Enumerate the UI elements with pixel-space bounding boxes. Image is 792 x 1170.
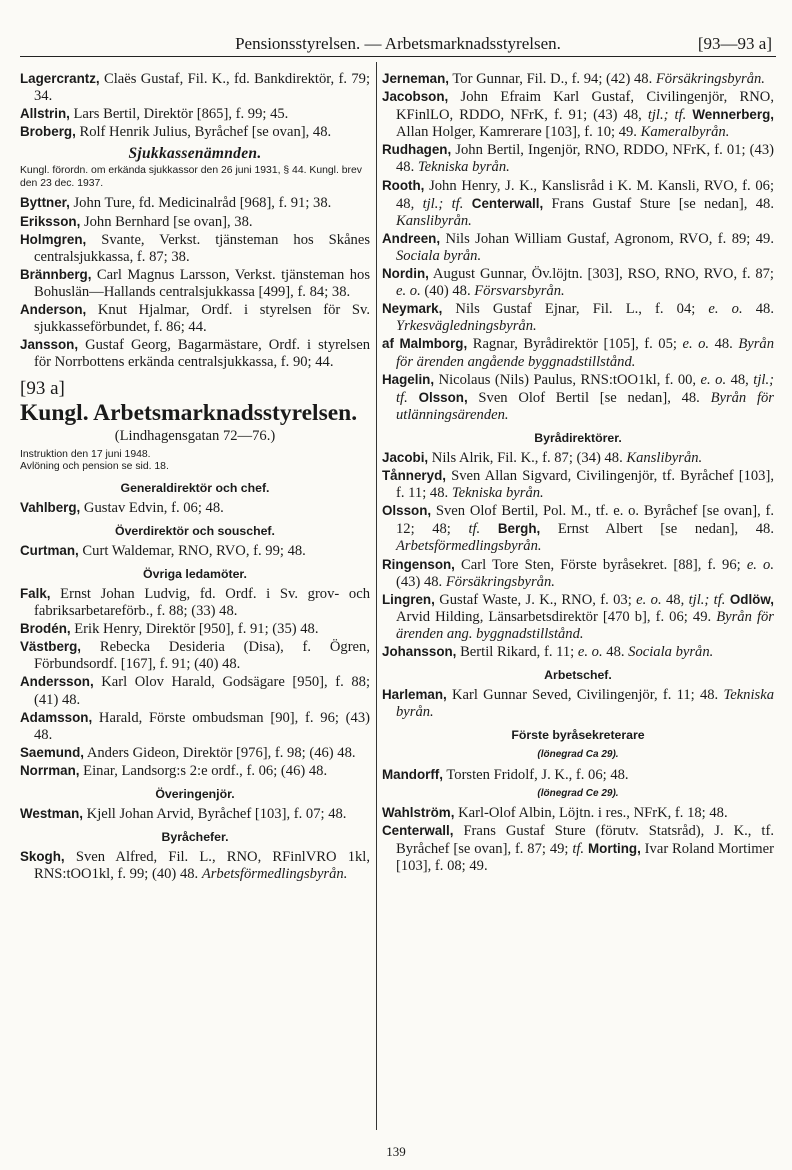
subheading: Byrådirektörer. xyxy=(534,430,622,445)
entry: Curtman, Curt Waldemar, RNO, RVO, f. 99; 48. xyxy=(20,542,306,559)
entry: Olsson, Sven Olof Bertil, Pol. M., tf. e. o. Byråchef [se ovan], f. 12; 48; tf. Bergh, Ernst Albert [se nedan], 48. Arbetsförmedlingsbyrån. xyxy=(382,503,775,555)
statute-note: Kungl. förordn. om erkända sjukkassor den 26 juni 1931, § 44. Kungl. brev den 23 dec. 1937. xyxy=(20,165,362,189)
subheading: Överingenjör. xyxy=(155,787,235,801)
entry: Andersson, Karl Olov Harald, Godsägare [950], f. 88; (41) 48. xyxy=(20,674,370,708)
subheading: Byråchefer. xyxy=(161,830,229,845)
entry: Centerwall, Frans Gustaf Sture (förutv. Statsråd), J. K., tf. Byråchef [se ovan], f. 87; 49; tf. Morting, Ivar Roland Mortimer [103], f. 08; 49. xyxy=(382,822,774,875)
entry: Wahlström, Karl-Olof Albin, Löjtn. i res., NFrK, f. 18; 48. xyxy=(382,804,728,821)
entry: Jacobson, John Efraim Karl Gustaf, Civilingenjör, RNO, KFinlLO, RDDO, NFrK, f. 91; (43) 48, tjl.; tf. Wennerberg, Allan Holger, Kamrerare [103], f. 10; 49. Kameralbyrån. xyxy=(382,89,774,141)
entry: Allstrin, Lars Bertil, Direktör [865], f. 99; 45. xyxy=(20,106,289,123)
salary-grade: (lönegrad Ca 29). xyxy=(537,749,619,761)
entry: Jerneman, Tor Gunnar, Fil. D., f. 94; (42) 48. Försäkringsbyrån. xyxy=(382,71,765,87)
page-header xyxy=(20,32,776,57)
right-column xyxy=(382,70,774,875)
entry: Tånneryd, Sven Allan Sigvard, Civilingenjör, tf. Byråchef [103], f. 11; 48. Tekniska byrån. xyxy=(382,468,774,502)
header-title: Pensionsstyrelsen. — Arbetsmarknadsstyrelsen. xyxy=(235,34,561,53)
section-number: [93 a] xyxy=(20,378,65,400)
entry: Harleman, Karl Gunnar Seved, Civilingenjör, f. 11; 48. Tekniska byrån. xyxy=(382,687,774,721)
entry: Jansson, Gustaf Georg, Bagarmästare, Ordf. i styrelsen för Norrbottens erkända centralsjukkassa, f. 90; 44. xyxy=(20,337,370,371)
entry: Byttner, John Ture, fd. Medicinalråd [968], f. 91; 38. xyxy=(20,195,332,212)
entry: Johansson, Bertil Rikard, f. 11; e. o. 48. Sociala byrån. xyxy=(382,644,714,660)
entry: Rudhagen, John Bertil, Ingenjör, RNO, RDDO, NFrK, f. 01; (43) 48. Tekniska byrån. xyxy=(382,142,774,176)
entry: Andreen, Nils Johan William Gustaf, Agronom, RVO, f. 89; 49. Sociala byrån. xyxy=(382,230,774,264)
subheading: Generaldirektör och chef. xyxy=(120,480,270,495)
section-address: (Lindhagensgatan 72—76.) xyxy=(114,428,276,445)
entry: Adamsson, Harald, Förste ombudsman [90], f. 96; (43) 48. xyxy=(20,709,370,743)
header-section-code: [93—93 a] xyxy=(697,34,772,53)
entry: Brodén, Erik Henry, Direktör [950], f. 91; (35) 48. xyxy=(20,621,319,638)
entry: Hagelin, Nicolaus (Nils) Paulus, RNS:tOO1kl, f. 00, e. o. 48, tjl.; tf. Olsson, Sven Olof Bertil [se nedan], 48. Byrån för utlänningsärenden. xyxy=(382,371,774,423)
entry: Falk, Ernst Johan Ludvig, fd. Ordf. i Sv. grov- och fabriksarbetareförb., f. 88; (33) 48. xyxy=(20,585,370,620)
entry: Lingren, Gustaf Waste, J. K., RNO, f. 03; e. o. 48, tjl.; tf. Odlöw, Arvid Hilding, Länsarbetsdirektör [470 b], f. 06; 49. Byrån för ärenden ang. byggnadstillstånd. xyxy=(382,591,774,642)
entry: Västberg, Rebecka Desideria (Disa), f. Ögren, Förbundsordf. [167], f. 91; (40) 48. xyxy=(20,639,370,673)
entry: Eriksson, John Bernhard [se ovan], 38. xyxy=(20,213,253,230)
salary-grade: (lönegrad Ce 29). xyxy=(537,787,619,799)
subheading: Arbetschef. xyxy=(544,668,612,683)
section-title: Kungl. Arbetsmarknadsstyrelsen. xyxy=(20,400,358,427)
subheading: Förste byråsekreterare xyxy=(511,728,645,743)
entry: Holmgren, Svante, Verkst. tjänsteman hos Skånes centralsjukkassa, f. 87; 38. xyxy=(20,231,370,265)
entry: Broberg, Rolf Henrik Julius, Byråchef [se ovan], 48. xyxy=(20,124,332,141)
salary-note: Avlöning och pension se sid. 18. xyxy=(20,461,169,472)
entry: Norrman, Einar, Landsorg:s 2:e ordf., f. 06; (46) 48. xyxy=(20,762,328,779)
entry: Jacobi, Nils Alrik, Fil. K., f. 87; (34) 48. Kanslibyrån. xyxy=(382,449,703,466)
entry: Mandorff, Torsten Fridolf, J. K., f. 06; 48. xyxy=(382,766,629,783)
entry: Brännberg, Carl Magnus Larsson, Verkst. tjänsteman hos Bohuslän—Hallands centralsjukkassa [499], f. 84; 38. xyxy=(20,266,370,300)
instruction-note: Instruktion den 17 juni 1948. xyxy=(20,448,151,460)
page-number: 139 xyxy=(386,1144,406,1159)
entry: Rooth, John Henry, J. K., Kanslisråd i K. M. Kansli, RVO, f. 06; 48, tjl.; tf. Centerwall, Frans Gustaf Sture [se nedan], 48. Kanslibyrån. xyxy=(382,177,774,229)
entry: Anderson, Knut Hjalmar, Ordf. i styrelsen för Sv. sjukkasseförbundet, f. 86; 44. xyxy=(20,302,370,336)
entry: Ringenson, Carl Tore Sten, Förste byråsekret. [88], f. 96; e. o. (43) 48. Försäkringsbyrån. xyxy=(382,556,774,590)
entry: Vahlberg, Gustav Edvin, f. 06; 48. xyxy=(20,499,224,516)
entry: Nordin, August Gunnar, Öv.löjtn. [303], RSO, RNO, RVO, f. 87; e. o. (40) 48. Försvarsbyrån. xyxy=(382,266,774,300)
subheading: Överdirektör och souschef. xyxy=(115,523,275,538)
subheading: Övriga ledamöter. xyxy=(143,566,247,581)
entry: Lagercrantz, Claës Gustaf, Fil. K., fd. Bankdirektör, f. 79; 34. xyxy=(20,71,370,105)
section-heading: Sjukkassenämnden. xyxy=(128,145,262,163)
entry: Saemund, Anders Gideon, Direktör [976], f. 98; (46) 48. xyxy=(20,744,356,761)
left-column xyxy=(20,70,370,883)
column-divider xyxy=(376,62,377,1130)
entry: Westman, Kjell Johan Arvid, Byråchef [103], f. 07; 48. xyxy=(20,806,347,823)
entry: Skogh, Sven Alfred, Fil. L., RNO, RFinlVRO 1kl, RNS:tOO1kl, f. 99; (40) 48. Arbetsförmedlingsbyrån. xyxy=(20,849,370,883)
entry: Neymark, Nils Gustaf Ejnar, Fil. L., f. 04; e. o. 48. Yrkesvägledningsbyrån. xyxy=(382,301,774,335)
entry: af Malmborg, Ragnar, Byrådirektör [105], f. 05; e. o. 48. Byrån för ärenden angående byggnadstillstånd. xyxy=(382,336,775,370)
